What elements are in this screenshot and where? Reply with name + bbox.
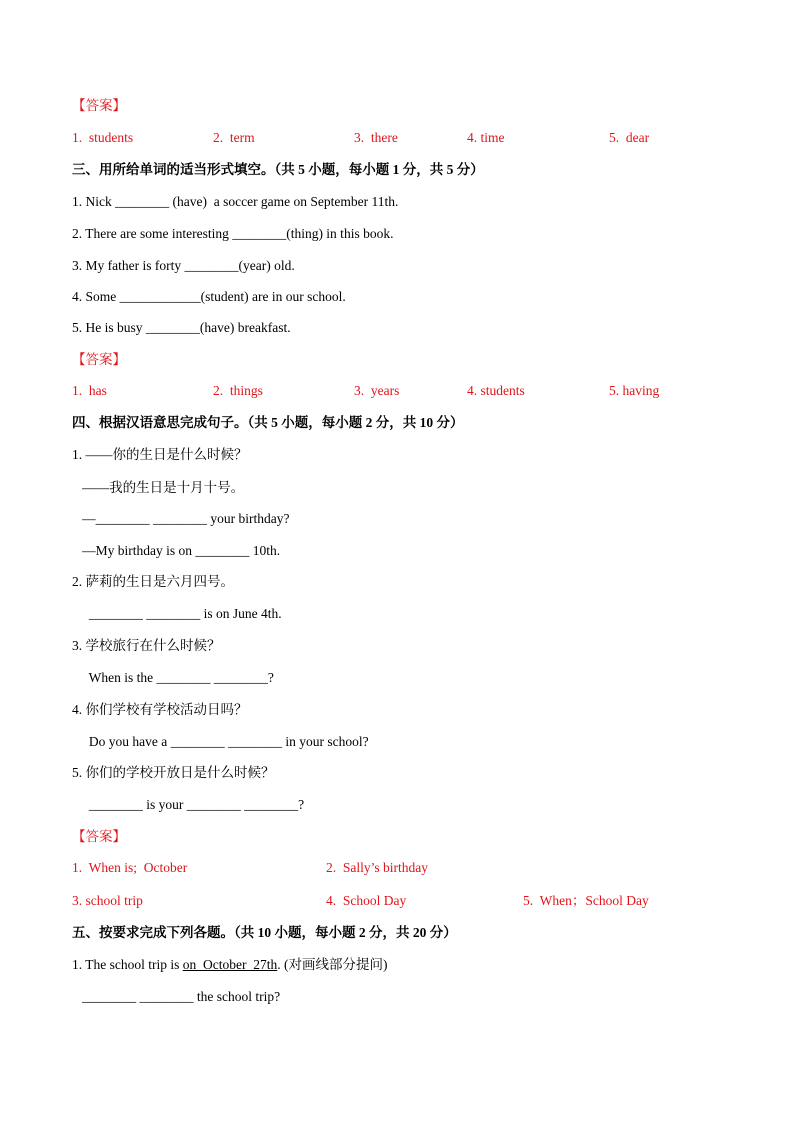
answer-item: 2. Sally’s birthday [326, 860, 428, 875]
answer-item: 2. things [213, 383, 263, 398]
question-line: —________ ________ your birthday? [72, 511, 290, 526]
question-line: ________ ________ is on June 4th. [72, 606, 282, 621]
answer-item: 1. students [72, 130, 134, 145]
answer-item: 1. When is; October [72, 860, 188, 875]
answer-item: 5. having [609, 383, 660, 398]
section-title: 五、按要求完成下列各题。（共 10 小题，每小题 2 分，共 20 分） [72, 925, 457, 940]
question-item: 2. There are some interesting ________(thing) in this book. [72, 226, 394, 241]
answer-item: 3. years [354, 383, 400, 398]
answer-item: 4. students [467, 383, 525, 398]
answer-item: 3. school trip [72, 893, 143, 908]
underlined-phrase: on October 27th [182, 957, 278, 972]
answer-item: 1. has [72, 383, 107, 398]
question-line: 2. 萨莉的生日是六月四号。 [72, 574, 234, 589]
question-item: 3. My father is forty ________(year) old. [72, 258, 295, 273]
question-item: 5. He is busy ________(have) breakfast. [72, 320, 291, 335]
answer-item: 5. dear [609, 130, 650, 145]
answer-label: 【答案】 [72, 98, 126, 113]
question-suffix: . (对画线部分提问) [277, 957, 388, 972]
question-line: Do you have a ________ ________ in your school? [72, 734, 369, 749]
question-prefix: 1. The school trip is [72, 957, 183, 972]
answer-label: 【答案】 [72, 829, 126, 844]
question-item: 1. Nick ________ (have) a soccer game on September 11th. [72, 194, 399, 209]
question-line: 4. 你们学校有学校活动日吗？ [72, 702, 248, 717]
answer-item: 4. School Day [326, 893, 407, 908]
question-item [72, 956, 387, 974]
answer-item: 3. there [354, 130, 398, 145]
answer-item: 2. term [213, 130, 255, 145]
question-line: 3. 学校旅行在什么时候？ [72, 638, 221, 653]
answer-item: 4. time [467, 130, 505, 145]
question-line: 1. ——你的生日是什么时候？ [72, 447, 248, 462]
question-line: 5. 你们的学校开放日是什么时候？ [72, 765, 275, 780]
question-line: ________ ________ the school trip? [72, 989, 281, 1004]
answer-label: 【答案】 [72, 352, 126, 367]
answer-item: 5. When；School Day [523, 893, 649, 908]
question-line: When is the ________ ________? [72, 670, 274, 685]
question-line: ——我的生日是十月十号。 [72, 480, 245, 495]
question-item: 4. Some ____________(student) are in our school. [72, 289, 346, 304]
section-title: 四、根据汉语意思完成句子。（共 5 小题，每小题 2 分，共 10 分） [72, 415, 464, 430]
question-line: —My birthday is on ________ 10th. [72, 543, 281, 558]
section-title: 三、用所给单词的适当形式填空。（共 5 小题，每小题 1 分，共 5 分） [72, 162, 484, 177]
question-line: ________ is your ________ ________? [72, 797, 305, 812]
